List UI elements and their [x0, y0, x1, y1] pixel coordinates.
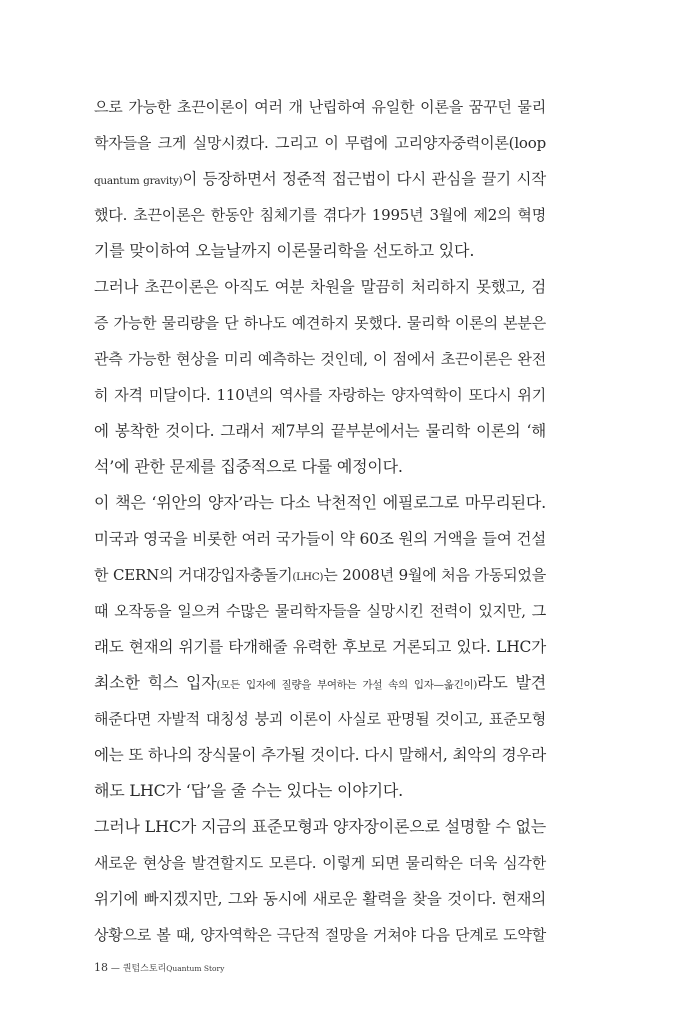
body-line: 그러나 LHC가 지금의 표준모형과 양자장이론으로 설명할 수 없는: [94, 817, 546, 836]
body-line: 석’에 관한 문제를 집중적으로 다룰 예정이다.: [94, 457, 403, 476]
body-line: 해준다면 자발적 대칭성 붕괴 이론이 사실로 판명될 것이고, 표준모형: [94, 710, 546, 728]
body-line: 에 봉착한 것이다. 그래서 제7부의 끝부분에서는 물리학 이론의 ‘해: [94, 422, 546, 440]
book-title-english: Quantum Story: [166, 964, 225, 973]
body-line: 했다. 초끈이론은 한동안 침체기를 겪다가 1995년 3월에 제2의 혁명: [94, 206, 546, 224]
term-english: quantum gravity): [94, 175, 183, 187]
line-text: 학자들을 크게 실망시켰다. 그리고 이 무렵에 고리양자중력이론(loop: [94, 134, 546, 152]
body-line: 그러나 초끈이론은 아직도 여분 차원을 말끔히 처리하지 못했고, 검: [94, 278, 546, 296]
body-line: [94, 565, 546, 587]
body-line: 이 책은 ‘위안의 양자’라는 다소 낙천적인 에필로그로 마무리된다.: [94, 493, 546, 512]
body-line: 에는 또 하나의 장식물이 추가될 것이다. 다시 말해서, 최악의 경우라: [94, 746, 546, 764]
body-line: [94, 169, 546, 191]
body-line: 래도 현재의 위기를 타개해줄 유력한 후보로 거론되고 있다. LHC가: [94, 638, 546, 656]
translator-note: (모든 입자에 질량을 부여하는 가설 속의 입자—옮긴이): [216, 679, 478, 691]
body-line: [94, 673, 546, 695]
line-text: 라도 발견: [477, 673, 546, 692]
body-line: 새로운 현상을 발견할지도 모른다. 이렇게 되면 물리학은 더욱 심각한: [94, 854, 546, 872]
body-line: 상황으로 볼 때, 양자역학은 극단적 절망을 거쳐야 다음 단계로 도약할: [94, 926, 546, 944]
page-number: 18: [94, 961, 108, 974]
line-text: 는 2008년 9월에 처음 가동되었을: [323, 566, 546, 584]
footer-separator: —: [110, 964, 120, 974]
body-line: 히 자격 미달이다. 110년의 역사를 자랑하는 양자역학이 또다시 위기: [94, 386, 546, 404]
body-line: 위기에 빠지겠지만, 그와 동시에 새로운 활력을 찾을 것이다. 현재의: [94, 890, 546, 908]
body-line: 증 가능한 물리량을 단 하나도 예견하지 못했다. 물리학 이론의 본분은: [94, 314, 546, 332]
page-footer: [94, 962, 224, 975]
body-line: [94, 133, 546, 153]
abbreviation: (LHC): [292, 571, 324, 583]
body-line: 때 오작동을 일으켜 수많은 물리학자들을 실망시킨 전력이 있지만, 그: [94, 602, 546, 620]
body-line: 해도 LHC가 ‘답’을 줄 수는 있다는 이야기다.: [94, 781, 404, 800]
body-line: 미국과 영국을 비롯한 여러 국가들이 약 60조 원의 거액을 들여 건설: [94, 530, 546, 548]
book-title: 퀀텀스토리: [122, 964, 167, 974]
line-text: 최소한 힉스 입자: [94, 673, 217, 692]
body-line: 기를 맞이하여 오늘날까지 이론물리학을 선도하고 있다.: [94, 241, 475, 260]
body-line: 으로 가능한 초끈이론이 여러 개 난립하여 유일한 이론을 꿈꾸던 물리: [94, 98, 546, 116]
line-text: 한 CERN의 거대강입자충돌기: [94, 566, 293, 584]
line-text: 이 등장하면서 정준적 접근법이 다시 관심을 끌기 시작: [182, 170, 546, 188]
body-line: 관측 가능한 현상을 미리 예측하는 것인데, 이 점에서 초끈이론은 완전: [94, 350, 546, 368]
